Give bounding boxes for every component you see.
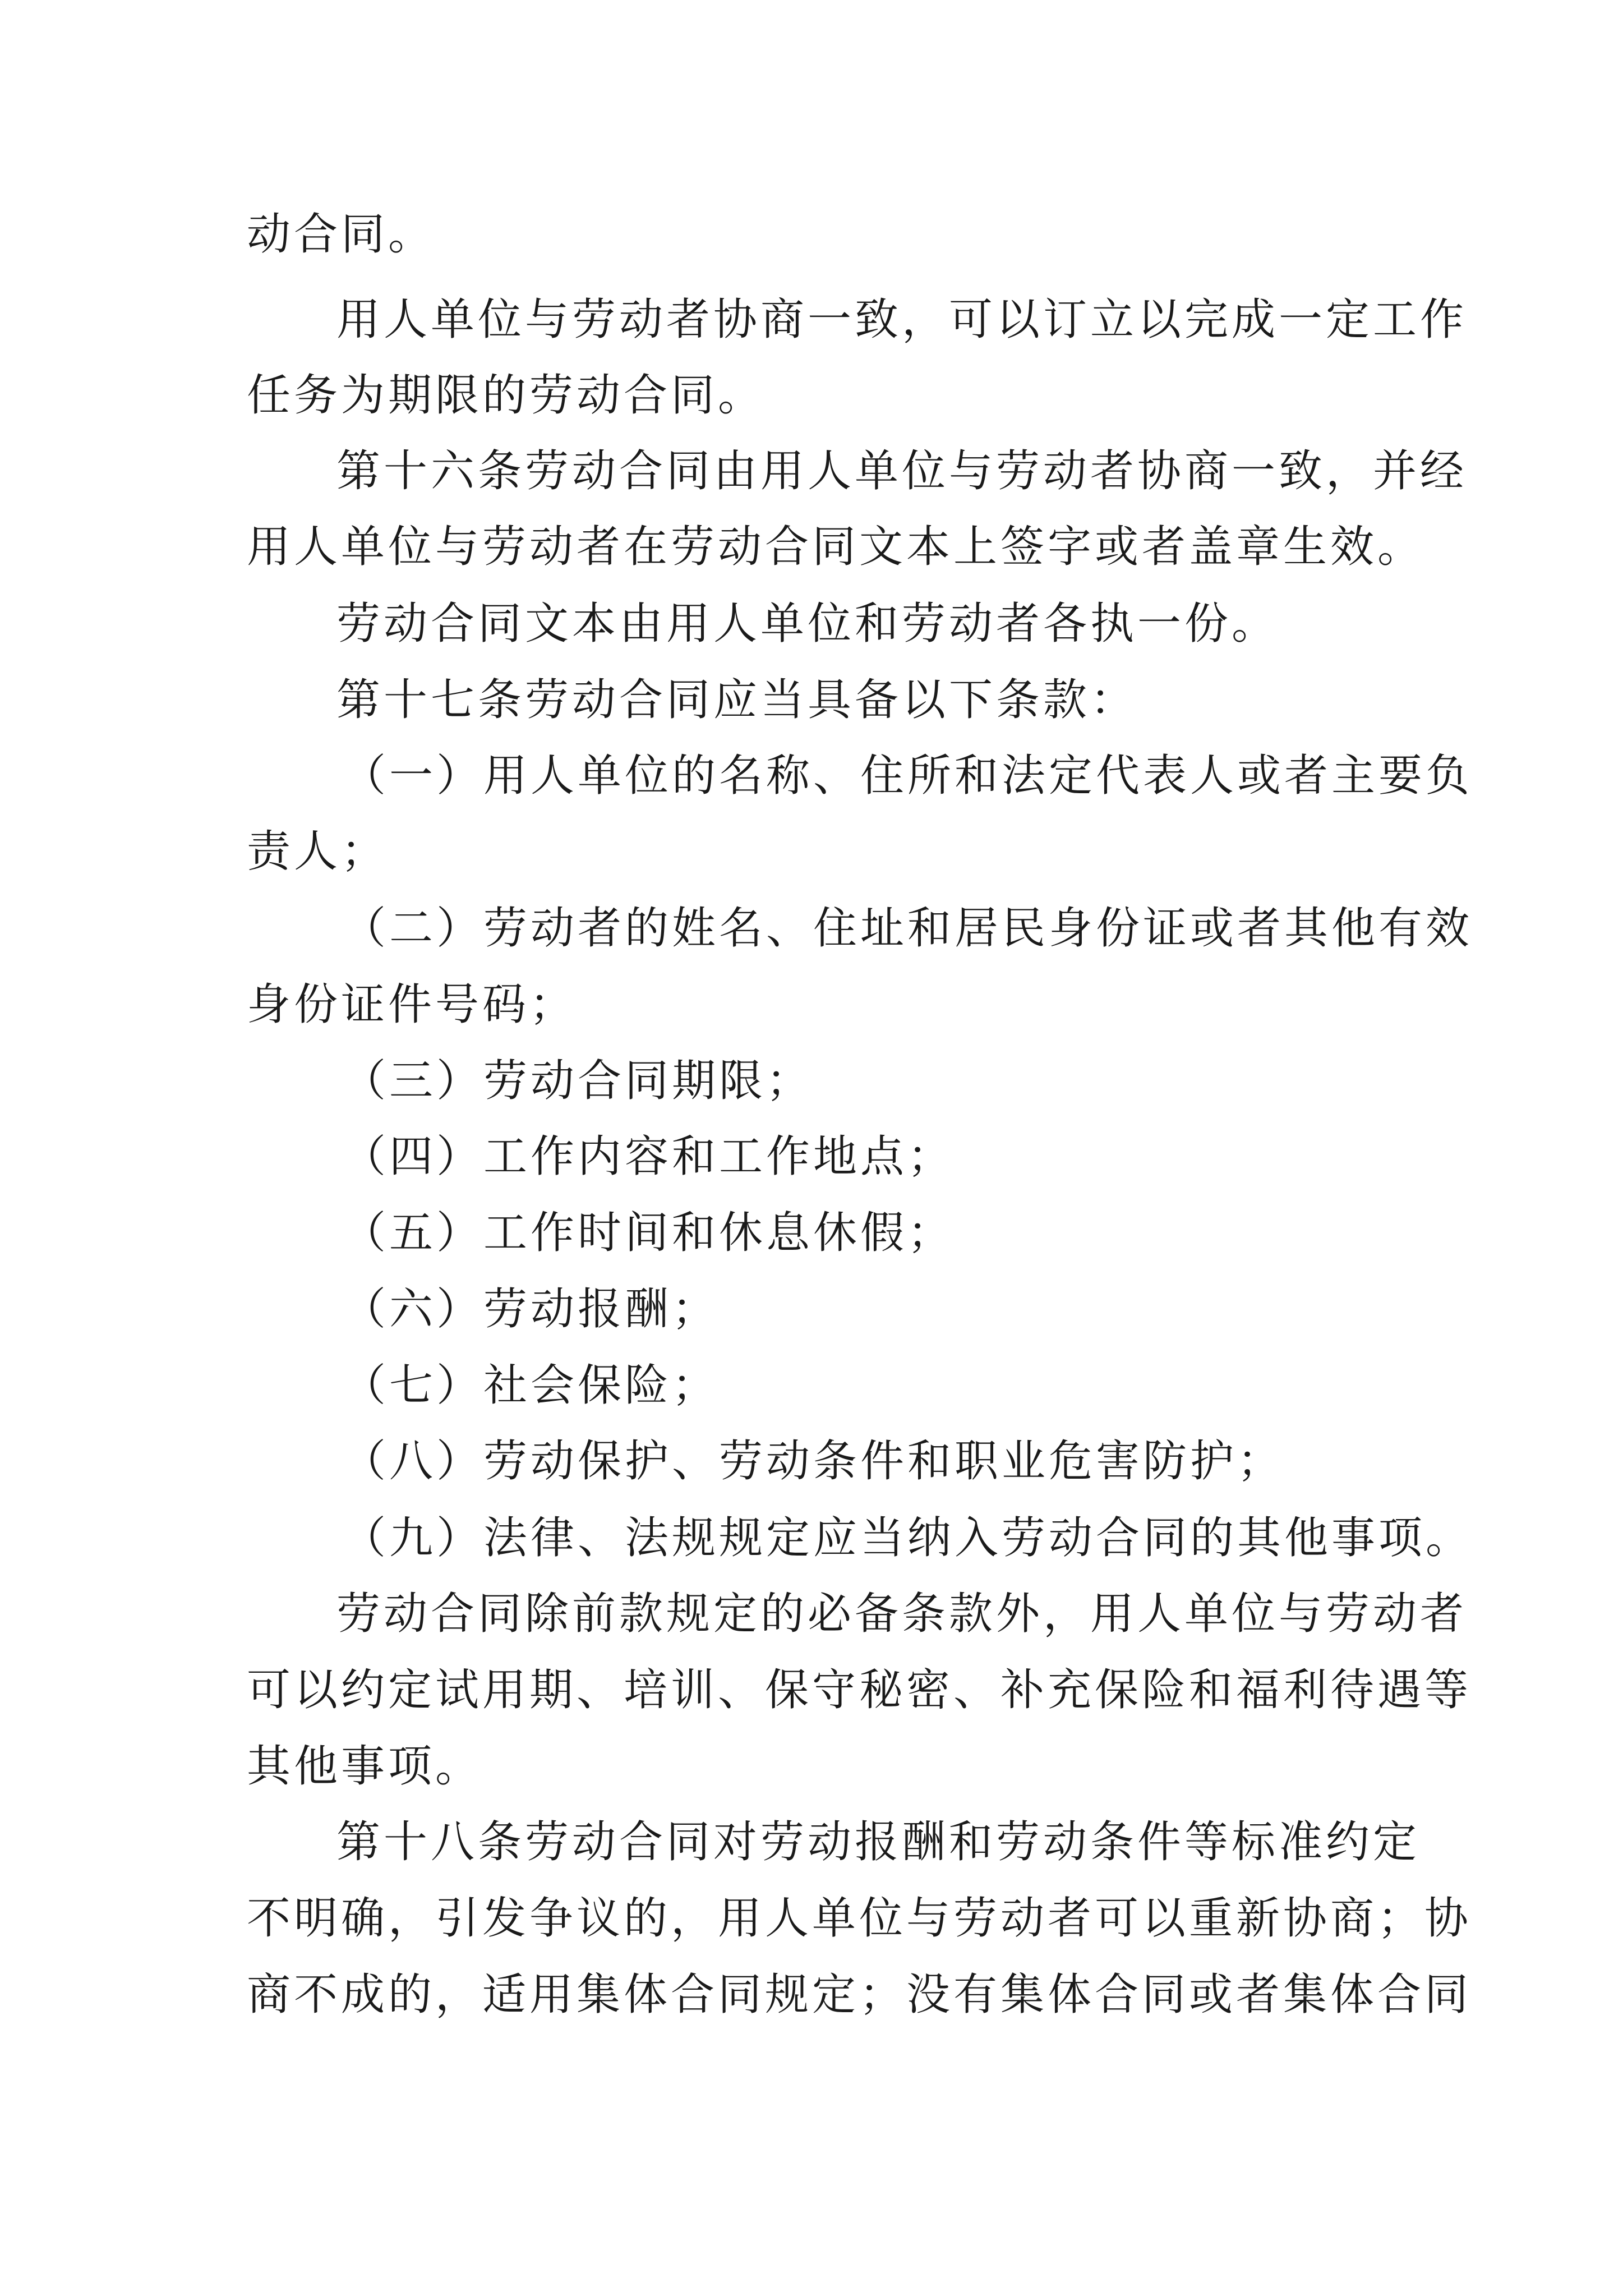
list-item-9: （九）法律、法规规定应当纳入劳动合同的其他事项。 xyxy=(342,1513,1473,1563)
text-line: 可以约定试用期、培训、保守秘密、补充保险和福利待遇等 xyxy=(247,1665,1472,1715)
list-item-4: （四）工作内容和工作地点； xyxy=(342,1131,955,1182)
paragraph-start: 用人单位与劳动者协商一致，可以订立以完成一定工作 xyxy=(336,295,1468,345)
paragraph-start: 劳动合同除前款规定的必备条款外，用人单位与劳动者 xyxy=(336,1589,1468,1639)
list-item-8: （八）劳动保护、劳动条件和职业危害防护； xyxy=(342,1436,1285,1487)
list-item-6: （六）劳动报酬； xyxy=(342,1284,720,1335)
text-line: 任务为期限的劳动合同。 xyxy=(247,370,766,421)
list-item-7: （七）社会保险； xyxy=(342,1360,720,1411)
list-item-3: （三）劳动合同期限； xyxy=(342,1056,814,1106)
text-line: 身份证件号码； xyxy=(247,979,577,1030)
paragraph-start: 劳动合同文本由用人单位和劳动者各执一份。 xyxy=(336,599,1279,649)
text-line: 责人； xyxy=(247,826,389,877)
text-line: 其他事项。 xyxy=(247,1741,483,1792)
list-item-1: （一）用人单位的名称、住所和法定代表人或者主要负 xyxy=(342,751,1473,801)
article-16-heading: 第十六条劳动合同由用人单位与劳动者协商一致，并经 xyxy=(336,446,1468,496)
text-line: 不明确，引发争议的，用人单位与劳动者可以重新协商；协 xyxy=(247,1893,1472,1944)
article-17-heading: 第十七条劳动合同应当具备以下条款： xyxy=(336,675,1138,725)
text-line: 商不成的，适用集体合同规定；没有集体合同或者集体合同 xyxy=(247,1970,1472,2020)
article-18-heading: 第十八条劳动合同对劳动报酬和劳动条件等标准约定 xyxy=(336,1817,1421,1867)
list-item-2: （二）劳动者的姓名、住址和居民身份证或者其他有效 xyxy=(342,903,1473,954)
text-line: 动合同。 xyxy=(247,209,436,260)
list-item-5: （五）工作时间和休息休假； xyxy=(342,1208,955,1258)
text-line: 用人单位与劳动者在劳动合同文本上签字或者盖章生效。 xyxy=(247,522,1425,572)
